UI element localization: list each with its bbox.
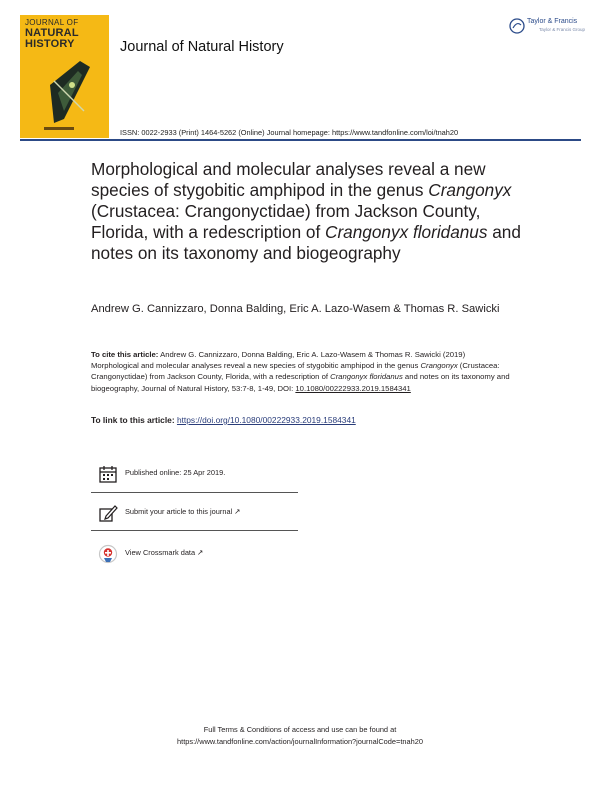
header-rule [20,139,581,141]
external-link-icon: ↗ [197,548,204,557]
link-line [91,415,356,425]
article-doi-link[interactable]: https://doi.org/10.1080/00222933.2019.1584341 [176,415,356,425]
issn-line [120,128,458,137]
link-label: To link to this article: [91,415,177,425]
citation-doi-link[interactable]: 10.1080/00222933.2019.1584341 [295,383,411,393]
published-date: Published online: 25 Apr 2019. [125,468,226,477]
article-title [91,159,531,264]
crossmark-link[interactable] [98,544,298,564]
journal-cover-image[interactable] [20,15,109,138]
citation-text-1: Andrew G. Cannizzaro, Donna Balding, Eric A. Lazo-Wasem & Thomas R. Sawicki (2019) Morphological and molecular analyses reveal a new species of stygobitic amphipod in the genus [91,350,466,371]
crossmark-label: View Crossmark data ↗ [125,548,204,557]
issn-text: ISSN: 0022-2933 (Print) 1464-5262 (Online) Journal homepage: [120,128,332,137]
submit-article-link[interactable] [98,503,298,523]
journal-name[interactable]: Journal of Natural History [120,39,284,55]
citation-genus: Crangonyx [420,361,458,371]
divider [91,530,298,531]
authors: Andrew G. Cannizzaro, Donna Balding, Eric A. Lazo-Wasem & Thomas R. Sawicki [91,303,500,315]
publisher-group: Taylor & Francis Group [539,27,586,32]
title-part-2: (Crustacea: Crangonyctidae) from Jackson County, Florida, with a redescription of [91,201,481,242]
title-genus: Crangonyx [428,180,512,200]
citation-block [91,349,511,394]
publisher-name: Taylor & Francis [527,18,578,25]
citation-text-2: (Crustacea: Crangonyctidae) from Jackson County, Florida, with a redescription of [91,361,500,382]
title-species: Crangonyx floridanus [325,222,488,242]
calendar-icon [98,464,118,484]
cover-title-mid: NATURAL [25,27,79,39]
crossmark-icon [98,544,118,564]
cover-title-top: JOURNAL OF [25,18,79,27]
publisher-logo[interactable] [509,17,589,37]
submit-article-label: Submit your article to this journal ↗ [125,507,241,516]
cover-title-bottom: HISTORY [25,38,75,50]
divider [91,492,298,493]
published-row [98,464,298,484]
external-link-icon: ↗ [234,507,241,516]
publisher-logo-icon [509,18,525,34]
footer [0,724,600,747]
citation-text-3: and notes on its taxonomy and biogeography, Journal of Natural History, 53:7-8, 1-49, DOI: [91,372,510,393]
journal-homepage-link[interactable]: https://www.tandfonline.com/loi/tnah20 [332,128,459,137]
cover-title [25,17,105,50]
citation-species: Crangonyx floridanus [330,372,403,382]
footer-terms-link[interactable]: https://www.tandfonline.com/action/journalInformation?journalCode=tnah20 [177,736,423,746]
footer-terms: Full Terms & Conditions of access and use can be found at [203,725,397,734]
title-part-1: Morphological and molecular analyses reveal a new species of stygobitic amphipod in the genus [91,159,486,200]
edit-icon [98,503,118,523]
title-part-3: and notes on its taxonomy and biogeography [91,222,521,263]
citation-label: To cite this article: [91,350,159,359]
